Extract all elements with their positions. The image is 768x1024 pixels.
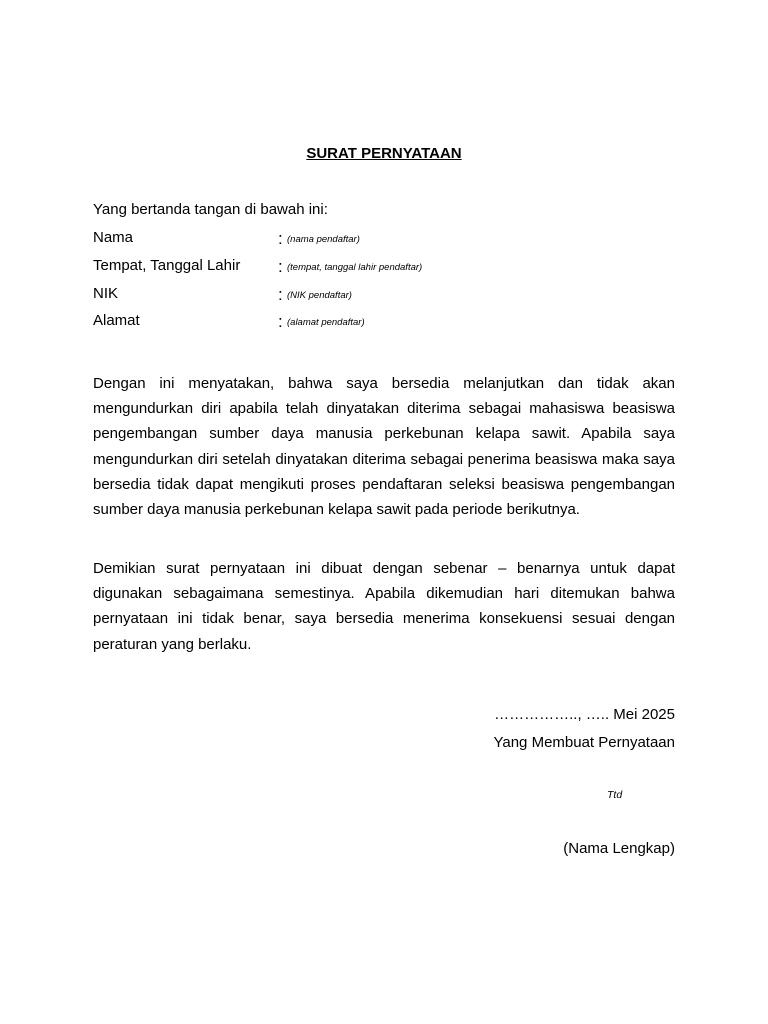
field-value: (NIK pendaftar) [287,290,352,301]
field-value: (nama pendaftar) [287,234,360,245]
place-date-line: …………….., ….. Mei 2025 [494,706,675,723]
field-label: Tempat, Tanggal Lahir [93,257,241,274]
signature-placeholder: Ttd [607,789,623,801]
field-label: Nama [93,229,134,246]
field-colon: : [278,285,283,304]
intro-text: Yang bertanda tangan di bawah ini: [93,201,328,218]
document-title: SURAT PERNYATAAN [306,145,462,162]
field-colon: : [278,257,283,276]
statement-paragraph: Dengan ini menyatakan, bahwa saya bersedia melanjutkan dan tidak akan mengundurkan diri apabila telah dinyatakan diterima sebagai mahasiswa beasiswa pengembangan sumber daya manusia perkebunan kelapa sawit. Apabila saya mengundurkan diri setelah dinyatakan diterima sebagai penerima beasiswa maka saya bersedia tidak dapat mengikuti proses pendaftaran seleksi beasiswa pengembangan sumber daya manusia perkebunan kelapa sawit pada periode berikutnya. [93,375,675,519]
field-colon: : [278,229,283,248]
signer-caption: Yang Membuat Pernyataan [493,734,675,751]
signer-full-name: (Nama Lengkap) [563,840,675,857]
field-colon: : [278,312,283,331]
field-label: NIK [93,285,119,302]
closing-paragraph: Demikian surat pernyataan ini dibuat dengan sebenar – benarnya untuk dapat digunakan sebagaimana semestinya. Apabila dikemudian hari ditemukan bahwa pernyataan ini tidak benar, saya bersedia menerima konsekuensi sesuai dengan peraturan yang berlaku. [93,560,675,653]
field-value: (alamat pendaftar) [287,317,365,328]
field-value: (tempat, tanggal lahir pendaftar) [287,262,423,273]
field-label: Alamat [93,312,140,329]
